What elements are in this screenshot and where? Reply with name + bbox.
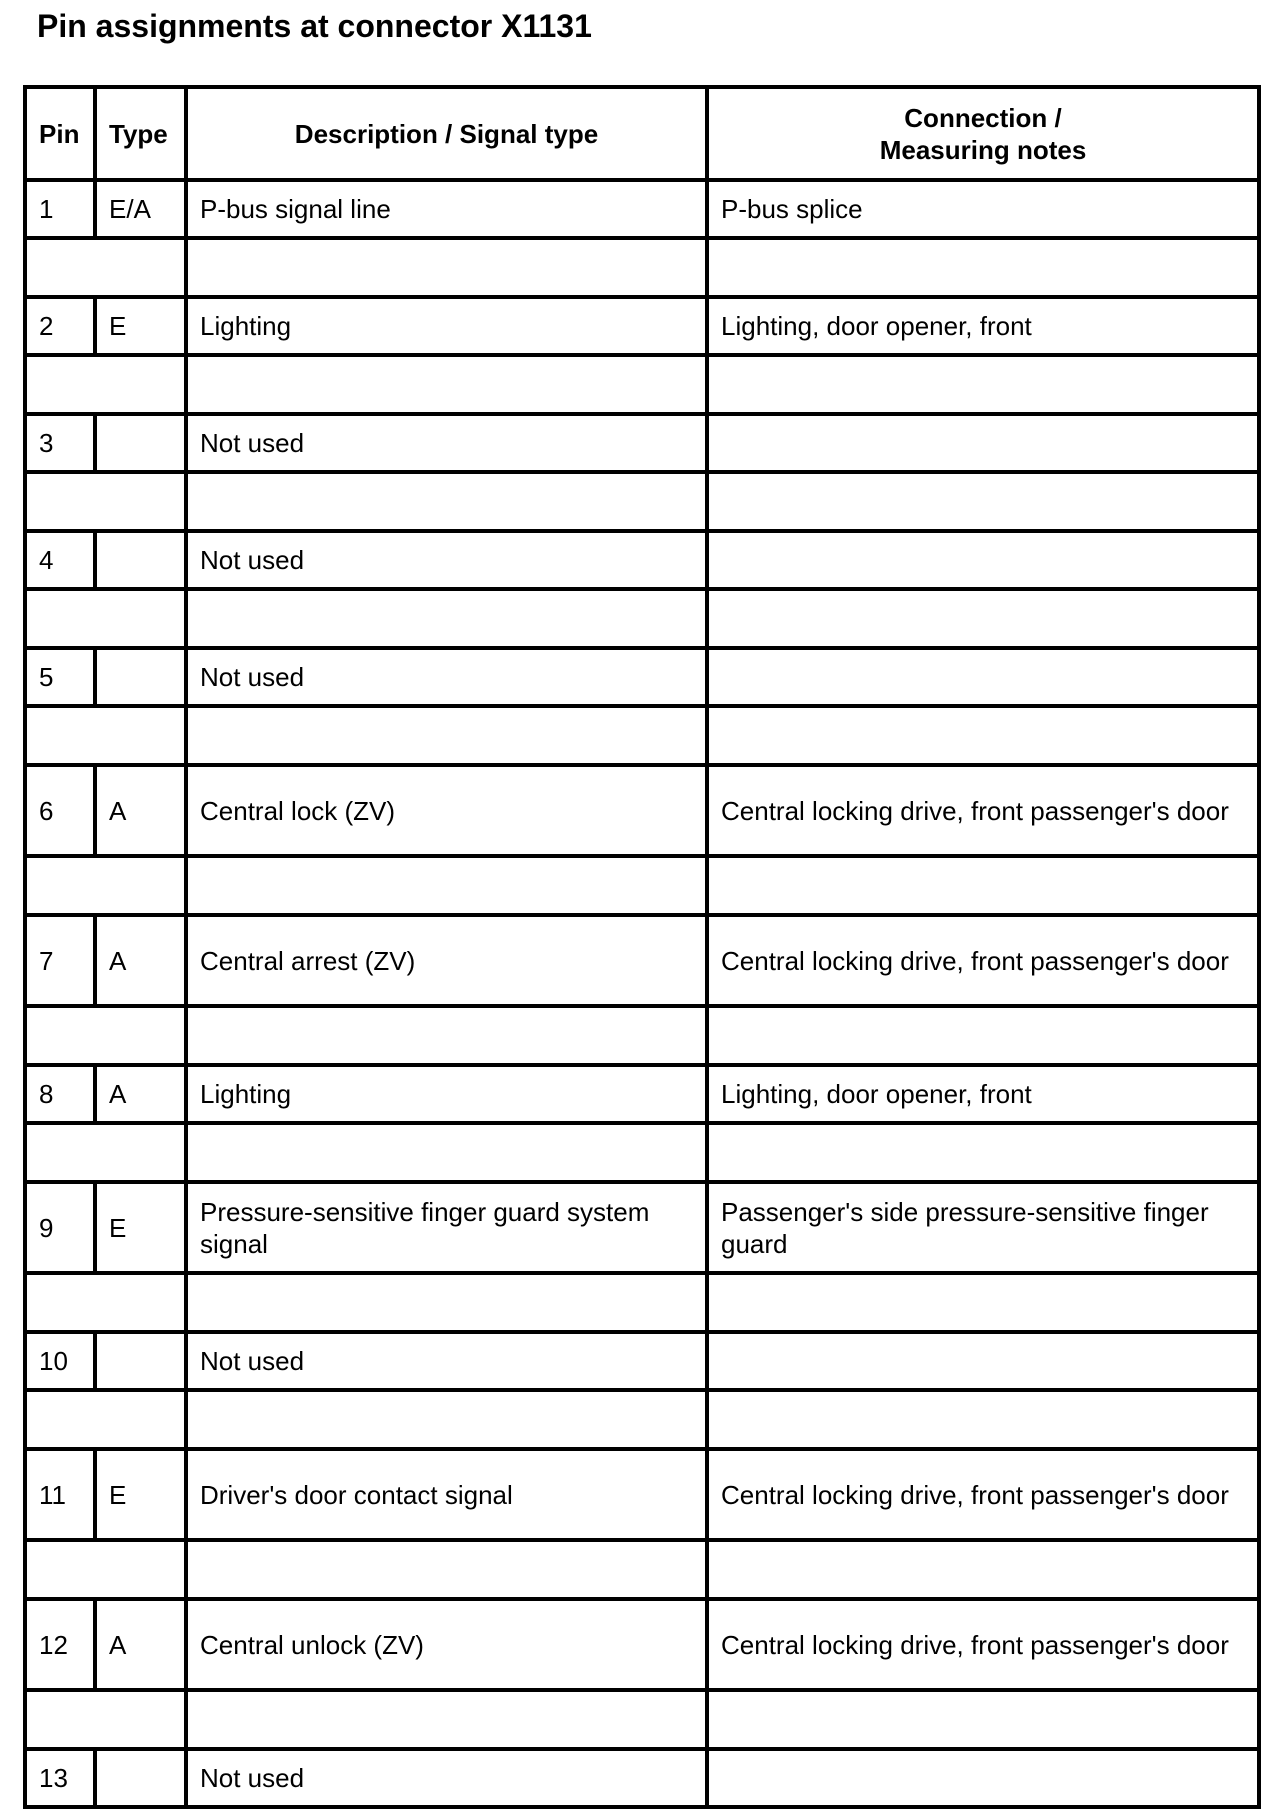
pin-cell: 7 xyxy=(25,915,95,1006)
pin-assignment-table xyxy=(23,85,1261,1809)
type-cell: A xyxy=(95,1599,186,1690)
spacer-cell xyxy=(25,355,186,414)
table-row xyxy=(25,1449,1259,1540)
connection-cell: Central locking drive, front passenger's door xyxy=(707,1449,1259,1540)
description-cell: Central lock (ZV) xyxy=(186,765,707,856)
type-cell xyxy=(95,531,186,589)
connection-cell: Central locking drive, front passenger's door xyxy=(707,915,1259,1006)
spacer-row xyxy=(25,1273,1259,1332)
description-cell: Not used xyxy=(186,1749,707,1807)
description-cell: Lighting xyxy=(186,1065,707,1123)
table-row xyxy=(25,297,1259,355)
type-cell: E xyxy=(95,297,186,355)
spacer-row xyxy=(25,856,1259,915)
spacer-row xyxy=(25,1690,1259,1749)
spacer-cell xyxy=(25,1390,186,1449)
spacer-cell xyxy=(707,472,1259,531)
table-row xyxy=(25,414,1259,472)
description-cell: P-bus signal line xyxy=(186,180,707,238)
header-connection xyxy=(707,87,1259,180)
type-cell: E/A xyxy=(95,180,186,238)
spacer-cell xyxy=(707,1273,1259,1332)
pin-cell: 3 xyxy=(25,414,95,472)
connection-cell xyxy=(707,1749,1259,1807)
spacer-cell xyxy=(25,706,186,765)
spacer-cell xyxy=(707,1390,1259,1449)
type-cell xyxy=(95,1332,186,1390)
header-connection-line2: Measuring notes xyxy=(879,134,1087,165)
spacer-cell xyxy=(186,472,707,531)
spacer-row xyxy=(25,1390,1259,1449)
header-description: Description / Signal type xyxy=(186,87,707,180)
description-cell: Not used xyxy=(186,531,707,589)
pin-cell: 6 xyxy=(25,765,95,856)
spacer-cell xyxy=(186,589,707,648)
table-row xyxy=(25,915,1259,1006)
table-row xyxy=(25,531,1259,589)
spacer-cell xyxy=(186,706,707,765)
table-row xyxy=(25,1749,1259,1807)
description-cell: Central arrest (ZV) xyxy=(186,915,707,1006)
connection-cell xyxy=(707,531,1259,589)
connection-cell: Central locking drive, front passenger's door xyxy=(707,765,1259,856)
table-row xyxy=(25,1599,1259,1690)
table-body xyxy=(25,87,1259,1807)
connection-cell xyxy=(707,414,1259,472)
pin-cell: 11 xyxy=(25,1449,95,1540)
spacer-row xyxy=(25,238,1259,297)
pin-cell: 9 xyxy=(25,1182,95,1273)
spacer-row xyxy=(25,589,1259,648)
type-cell: E xyxy=(95,1449,186,1540)
description-cell: Driver's door contact signal xyxy=(186,1449,707,1540)
pin-cell: 8 xyxy=(25,1065,95,1123)
connection-cell: P-bus splice xyxy=(707,180,1259,238)
header-connection-line1: Connection / xyxy=(904,102,1062,133)
connection-cell: Lighting, door opener, front xyxy=(707,1065,1259,1123)
spacer-row xyxy=(25,472,1259,531)
spacer-cell xyxy=(25,1006,186,1065)
header-row xyxy=(25,87,1259,180)
spacer-cell xyxy=(707,856,1259,915)
spacer-cell xyxy=(186,1273,707,1332)
spacer-row xyxy=(25,1540,1259,1599)
spacer-cell xyxy=(186,1123,707,1182)
spacer-cell xyxy=(186,1690,707,1749)
spacer-row xyxy=(25,706,1259,765)
spacer-row xyxy=(25,1123,1259,1182)
spacer-cell xyxy=(25,1273,186,1332)
description-cell: Central unlock (ZV) xyxy=(186,1599,707,1690)
type-cell: A xyxy=(95,1065,186,1123)
type-cell xyxy=(95,414,186,472)
description-cell: Lighting xyxy=(186,297,707,355)
spacer-cell xyxy=(25,589,186,648)
spacer-cell xyxy=(186,1006,707,1065)
spacer-cell xyxy=(186,355,707,414)
description-cell: Not used xyxy=(186,414,707,472)
table-row xyxy=(25,765,1259,856)
table-row xyxy=(25,1182,1259,1273)
spacer-cell xyxy=(707,1690,1259,1749)
spacer-cell xyxy=(186,856,707,915)
spacer-cell xyxy=(25,1123,186,1182)
page-title: Pin assignments at connector X1131 xyxy=(37,8,592,44)
spacer-cell xyxy=(25,472,186,531)
type-cell xyxy=(95,1749,186,1807)
pin-cell: 13 xyxy=(25,1749,95,1807)
connection-cell: Central locking drive, front passenger's door xyxy=(707,1599,1259,1690)
pin-cell: 1 xyxy=(25,180,95,238)
header-type: Type xyxy=(95,87,186,180)
type-cell: A xyxy=(95,765,186,856)
spacer-cell xyxy=(707,1540,1259,1599)
spacer-cell xyxy=(707,589,1259,648)
connection-cell: Passenger's side pressure-sensitive finger guard xyxy=(707,1182,1259,1273)
header-pin: Pin xyxy=(25,87,95,180)
spacer-cell xyxy=(186,238,707,297)
type-cell xyxy=(95,648,186,706)
spacer-cell xyxy=(25,238,186,297)
type-cell: E xyxy=(95,1182,186,1273)
description-cell: Not used xyxy=(186,648,707,706)
pin-cell: 10 xyxy=(25,1332,95,1390)
spacer-cell xyxy=(25,856,186,915)
connection-cell xyxy=(707,648,1259,706)
table-row xyxy=(25,1332,1259,1390)
connection-cell: Lighting, door opener, front xyxy=(707,297,1259,355)
spacer-cell xyxy=(707,706,1259,765)
description-cell: Not used xyxy=(186,1332,707,1390)
table-row xyxy=(25,180,1259,238)
spacer-cell xyxy=(25,1690,186,1749)
spacer-cell xyxy=(707,1006,1259,1065)
connection-cell xyxy=(707,1332,1259,1390)
type-cell: A xyxy=(95,915,186,1006)
spacer-cell xyxy=(25,1540,186,1599)
pin-cell: 12 xyxy=(25,1599,95,1690)
table-row xyxy=(25,1065,1259,1123)
spacer-cell xyxy=(707,238,1259,297)
table-row xyxy=(25,648,1259,706)
spacer-row xyxy=(25,1006,1259,1065)
spacer-row xyxy=(25,355,1259,414)
pin-cell: 2 xyxy=(25,297,95,355)
spacer-cell xyxy=(707,1123,1259,1182)
spacer-cell xyxy=(186,1390,707,1449)
spacer-cell xyxy=(186,1540,707,1599)
pin-cell: 4 xyxy=(25,531,95,589)
description-cell: Pressure-sensitive finger guard system signal xyxy=(186,1182,707,1273)
spacer-cell xyxy=(707,355,1259,414)
pin-cell: 5 xyxy=(25,648,95,706)
